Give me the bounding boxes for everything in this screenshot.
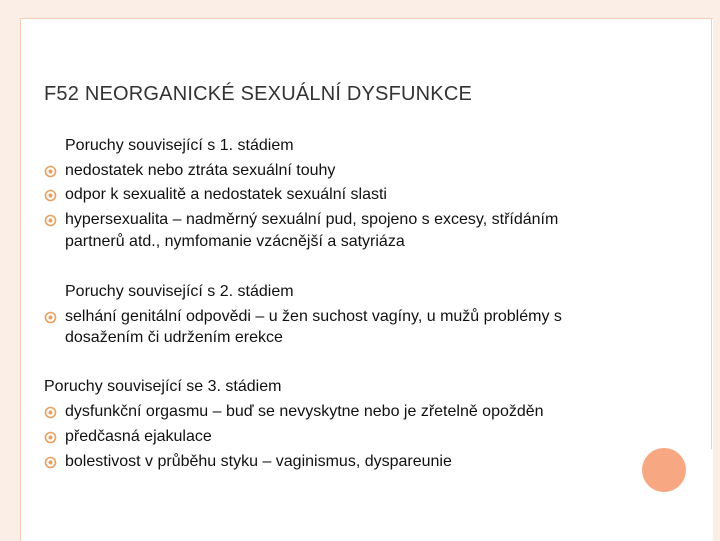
list-item: předčasná ejakulace [65,428,212,445]
list-item-continuation: partnerů atd., nymfomanie vzácnější a satyriáza [65,233,405,250]
sun-bullet-icon [44,214,57,227]
section-3-heading: Poruchy související se 3. stádiem [44,378,282,395]
slide-title: F52 NEORGANICKÉ SEXUÁLNÍ DYSFUNKCE [44,83,473,105]
section-1-heading: Poruchy související s 1. stádiem [65,137,294,154]
list-item: hypersexualita – nadměrný sexuální pud, spojeno s excesy, střídáním [65,211,559,228]
section-2-heading: Poruchy související s 2. stádiem [65,283,294,300]
list-item: odpor k sexualitě a nedostatek sexuální slasti [65,186,387,203]
sun-bullet-icon [44,431,57,444]
list-item: dysfunkční orgasmu – buď se nevyskytne nebo je zřetelně opožděn [65,403,544,420]
list-item: bolestivost v průběhu styku – vaginismus, dyspareunie [65,453,452,470]
sun-bullet-icon [44,189,57,202]
orange-circle-icon [642,448,686,492]
sun-bullet-icon [44,311,57,324]
list-item: nedostatek nebo ztráta sexuální touhy [65,162,336,179]
sun-bullet-icon [44,456,57,469]
sun-bullet-icon [44,406,57,419]
sun-bullet-icon [44,165,57,178]
list-item-continuation: dosažením či udržením erekce [65,329,283,346]
list-item: selhání genitální odpovědi – u žen suchost vagíny, u mužů problémy s [65,308,562,325]
